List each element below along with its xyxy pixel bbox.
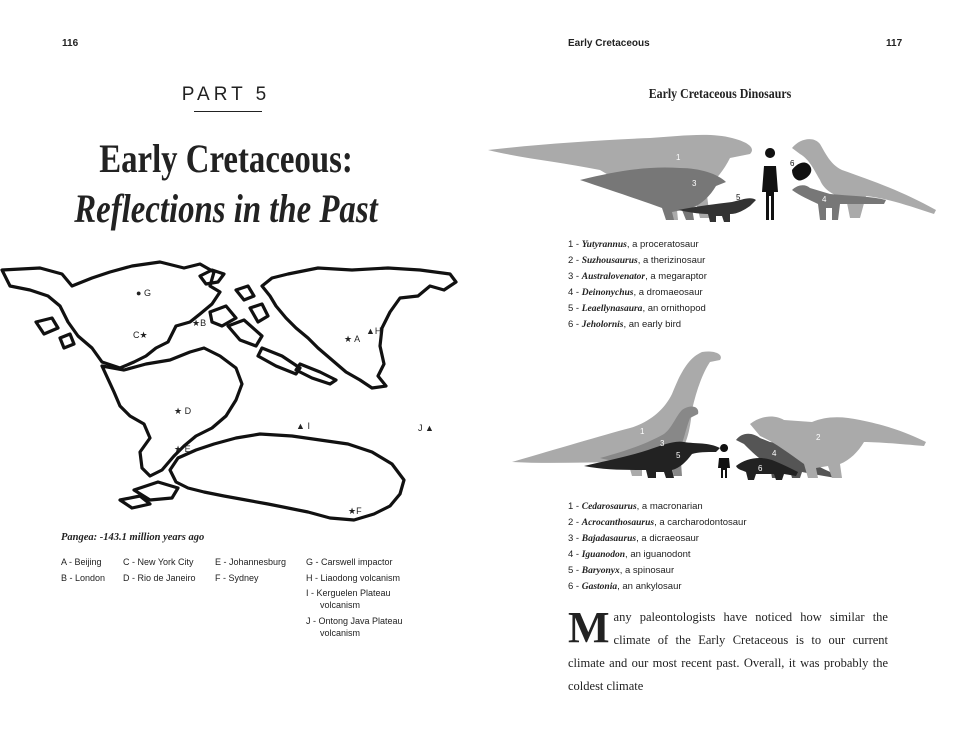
section-title: Early Cretaceous Dinosaurs xyxy=(648,87,792,102)
silhouette-number: 2 xyxy=(816,433,821,442)
silhouette-human xyxy=(762,148,778,220)
silhouette-number: 6 xyxy=(758,464,763,473)
map-marker-F: ★F xyxy=(348,506,362,516)
legend-item: I - Kerguelen Plateau volcanism xyxy=(306,588,391,610)
legend-item: C - New York City xyxy=(123,557,194,567)
silhouette-number: 1 xyxy=(640,427,645,436)
silhouette-number: 3 xyxy=(660,439,665,448)
part-label: PART 5 xyxy=(181,84,271,105)
legend-col4 xyxy=(306,554,430,643)
legend-item: J - Ontong Java Plateau volcanism xyxy=(306,616,403,638)
silhouette-suzhousaurus xyxy=(792,139,936,218)
silhouette-number: 4 xyxy=(772,449,777,458)
list-item: 5 - Leaellynasaura, an ornithopod xyxy=(568,303,706,314)
silhouette-number: 5 xyxy=(676,451,681,460)
page-number-right: 117 xyxy=(886,38,903,49)
silhouette-number: 2 xyxy=(856,167,861,176)
legend-col3 xyxy=(215,554,286,586)
drop-cap: M xyxy=(568,603,610,652)
landmass-gondwana-east xyxy=(170,434,404,520)
map-marker-I: ▲ I xyxy=(296,421,310,431)
legend-item: E - Johannesburg xyxy=(215,557,287,567)
page-number-left: 116 xyxy=(62,38,79,49)
map-marker-G: ● G xyxy=(136,288,151,298)
silhouette-number: 3 xyxy=(692,179,697,188)
legend-item: A - Beijing xyxy=(61,557,102,567)
silhouette-jeholornis xyxy=(792,163,811,181)
list-item: 5 - Baryonyx, a spinosaur xyxy=(568,565,675,576)
list-item: 3 - Bajadasaurus, a dicraeosaur xyxy=(568,533,699,544)
chapter-title-line1: Early Cretaceous: xyxy=(99,136,353,181)
chapter-title-line2: Reflections in the Past xyxy=(74,186,378,231)
pangea-map xyxy=(0,256,470,528)
legend-item: F - Sydney xyxy=(215,573,259,583)
silhouette-number: 5 xyxy=(736,193,741,202)
landmass-eurasia xyxy=(262,268,456,388)
map-marker-A: ★ A xyxy=(344,334,361,344)
silhouette-number: 6 xyxy=(790,159,795,168)
part-divider xyxy=(194,111,262,112)
silhouette-number: 1 xyxy=(676,153,681,162)
running-head: Early Cretaceous xyxy=(568,38,650,49)
dinosaur-list-group2 xyxy=(568,499,747,595)
legend-item: D - Rio de Janeiro xyxy=(123,573,196,583)
body-text: any paleontologists have noticed how similar the climate of the Early Cretaceous is to our current climate and our most recent past. Overall, it was probably the coldest climate xyxy=(568,610,888,693)
list-item: 4 - Iguanodon, an iguanodont xyxy=(568,549,691,560)
list-item: 1 - Yutyrannus, a proceratosaur xyxy=(568,239,699,250)
silhouette-number: 4 xyxy=(822,195,827,204)
list-item: 2 - Suzhousaurus, a therizinosaur xyxy=(568,255,706,266)
list-item: 6 - Jeholornis, an early bird xyxy=(568,319,682,330)
legend-item: B - London xyxy=(61,573,106,583)
map-marker-E: ★ E xyxy=(174,444,191,454)
legend-item: G - Carswell impactor xyxy=(306,557,393,567)
right-page xyxy=(480,0,960,742)
dinosaur-silhouettes-group2 xyxy=(480,344,960,484)
list-item: 4 - Deinonychus, a dromaeosaur xyxy=(568,287,703,298)
silhouette-human-2 xyxy=(718,444,730,478)
legend-item: H - Liaodong volcanism xyxy=(306,573,401,583)
map-caption: Pangea: -143.1 million years ago xyxy=(61,532,205,543)
dinosaur-list-group1 xyxy=(568,237,707,333)
map-marker-J: J ▲ xyxy=(418,423,434,433)
legend-col1 xyxy=(61,554,105,586)
list-item: 2 - Acrocanthosaurus, a carcharodontosaur xyxy=(568,517,747,528)
map-marker-B: ★B xyxy=(192,318,207,328)
legend-col2 xyxy=(123,554,196,586)
map-marker-H: ▲H xyxy=(366,326,382,336)
dinosaur-silhouettes-group1 xyxy=(480,130,960,230)
list-item: 1 - Cedarosaurus, a macronarian xyxy=(568,501,703,512)
map-marker-C: C★ xyxy=(133,330,148,340)
map-marker-D: ★ D xyxy=(174,406,192,416)
body-paragraph xyxy=(568,603,888,698)
list-item: 3 - Australovenator, a megaraptor xyxy=(568,271,707,282)
list-item: 6 - Gastonia, an ankylosaur xyxy=(568,581,682,592)
